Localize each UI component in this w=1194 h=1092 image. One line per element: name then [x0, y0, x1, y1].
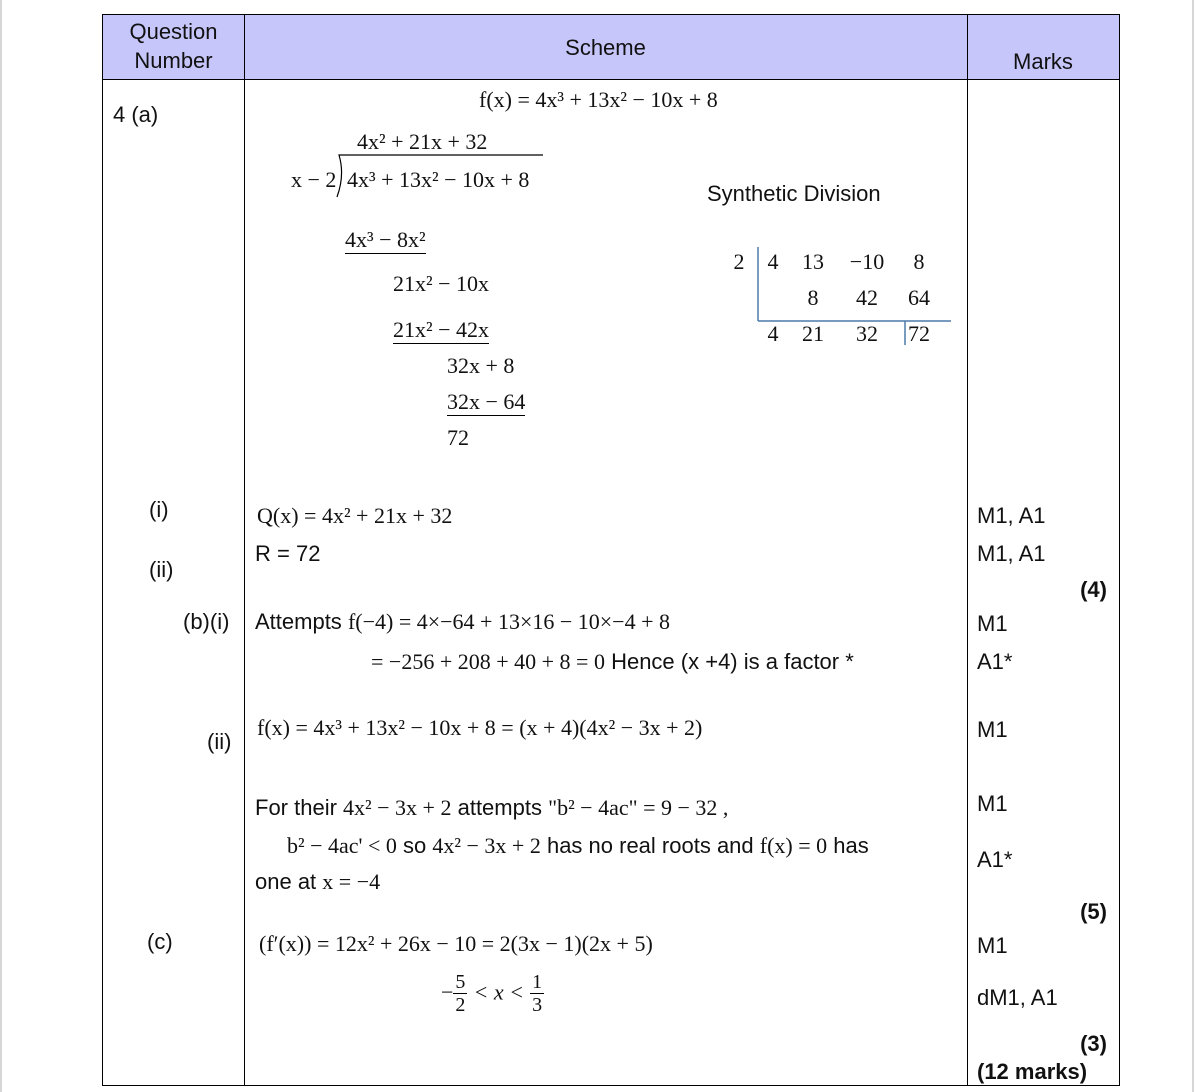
- attempts-text: Attempts: [255, 609, 342, 634]
- sub-label-ii: (ii): [149, 557, 174, 582]
- remainder-answer: R = 72: [255, 541, 321, 566]
- inequality-middle: < x <: [473, 979, 525, 1005]
- marks-b-i-1: M1: [977, 611, 1008, 636]
- synthetic-r1-c3: −10: [849, 249, 885, 274]
- for-their-text: For their: [255, 795, 337, 820]
- header-scheme: Scheme: [565, 35, 646, 60]
- evaluation-expr: = −256 + 208 + 40 + 8 = 0: [371, 649, 605, 674]
- marks-c-2: dM1, A1: [977, 985, 1058, 1010]
- synthetic-r3-c3: 32: [856, 321, 878, 346]
- numerator-5: 5: [455, 971, 466, 993]
- sub-label-i: (i): [149, 497, 169, 522]
- discriminant-negative: b² − 4ac' < 0: [287, 833, 397, 858]
- synthetic-r3-c1: 4: [767, 321, 779, 346]
- inequality-minus: −: [441, 979, 454, 1005]
- header-question-number: [103, 17, 244, 75]
- derivative-expr: (f′(x)) = 12x² + 26x − 10 = 2(3x − 1)(2x + 5): [259, 931, 653, 956]
- marks-a-ii: M1, A1: [977, 541, 1046, 566]
- denominator-2: 2: [455, 994, 466, 1016]
- column-divider-2: [967, 15, 968, 1085]
- denominator-3: 3: [532, 994, 543, 1016]
- root-value: x = −4: [322, 869, 381, 894]
- synthetic-r2-c4: 64: [908, 285, 930, 310]
- question-label-b-ii: (ii): [207, 729, 232, 754]
- discriminant-expr: "b² − 4ac" = 9 − 32 ,: [548, 795, 729, 820]
- marks-b-ii-3: A1*: [977, 847, 1013, 872]
- header-question-line2: Number: [134, 48, 213, 73]
- column-divider-1: [244, 15, 245, 1085]
- header-marks: Marks: [1013, 49, 1073, 74]
- left-border: [0, 0, 2, 1092]
- quadratic-repeat: 4x² − 3x + 2: [432, 833, 541, 858]
- marks-a-i: M1, A1: [977, 503, 1046, 528]
- attempts-text-2: attempts: [457, 795, 542, 820]
- synthetic-r1-c2: 13: [802, 249, 824, 274]
- f-minus-4-expr: f(−4) = 4×−64 + 13×16 − 10×−4 + 8: [347, 609, 670, 634]
- question-label-4a: 4 (a): [113, 102, 159, 127]
- long-division-dividend: 4x³ + 13x² − 10x + 8: [347, 167, 530, 192]
- long-division-step-3: 21x² − 42x: [393, 317, 490, 342]
- marks-b-ii-2: M1: [977, 791, 1008, 816]
- given-function: f(x) = 4x³ + 13x² − 10x + 8: [479, 87, 718, 112]
- synthetic-r2-c3: 42: [856, 285, 878, 310]
- question-label-c: (c): [147, 929, 173, 954]
- fraction-five-halves: [453, 971, 467, 1016]
- total-a: (4): [1080, 577, 1107, 602]
- long-division-step-5: 32x − 64: [447, 389, 526, 414]
- factorised-expr: f(x) = 4x³ + 13x² − 10x + 8 = (x + 4)(4x² − 3x + 2): [257, 715, 703, 740]
- grand-total: (12 marks): [977, 1059, 1088, 1084]
- f-equals-zero: f(x) = 0: [759, 833, 828, 858]
- synthetic-root: 2: [733, 249, 745, 274]
- marks-b-ii-1: M1: [977, 717, 1008, 742]
- their-quadratic: 4x² − 3x + 2: [343, 795, 452, 820]
- long-division-step-2: 21x² − 10x: [393, 271, 490, 296]
- quotient-answer: Q(x) = 4x² + 21x + 32: [257, 503, 453, 528]
- synthetic-r1-c1: 4: [767, 249, 779, 274]
- question-label-b-i: (b)(i): [183, 609, 230, 634]
- has-text: has: [833, 833, 869, 858]
- numerator-1: 1: [532, 971, 543, 993]
- one-at-text: one at: [255, 869, 317, 894]
- so-text: so: [403, 833, 427, 858]
- synthetic-r3-c2: 21: [802, 321, 824, 346]
- mark-scheme-table: [102, 14, 1120, 1086]
- marks-c-1: M1: [977, 933, 1008, 958]
- synthetic-r1-c4: 8: [913, 249, 925, 274]
- total-b: (5): [1080, 899, 1107, 924]
- long-division-quotient: 4x² + 21x + 32: [357, 129, 488, 154]
- long-division-remainder: 72: [447, 425, 469, 450]
- synthetic-r3-c4: 72: [908, 321, 930, 346]
- hence-factor-text: Hence (x +4) is a factor *: [611, 649, 854, 674]
- total-c: (3): [1080, 1031, 1107, 1056]
- long-division-step-4: 32x + 8: [447, 353, 515, 378]
- synthetic-r2-c2: 8: [807, 285, 819, 310]
- long-division-divisor: x − 2: [291, 167, 337, 192]
- inequality: [441, 971, 544, 1016]
- marks-b-i-2: A1*: [977, 649, 1013, 674]
- header-question-line1: Question: [129, 19, 218, 44]
- long-division-step-1: 4x³ − 8x²: [345, 227, 426, 252]
- synthetic-division-title: Synthetic Division: [707, 181, 881, 206]
- no-real-roots-text: has no real roots and: [546, 833, 754, 858]
- fraction-one-third: [530, 971, 544, 1016]
